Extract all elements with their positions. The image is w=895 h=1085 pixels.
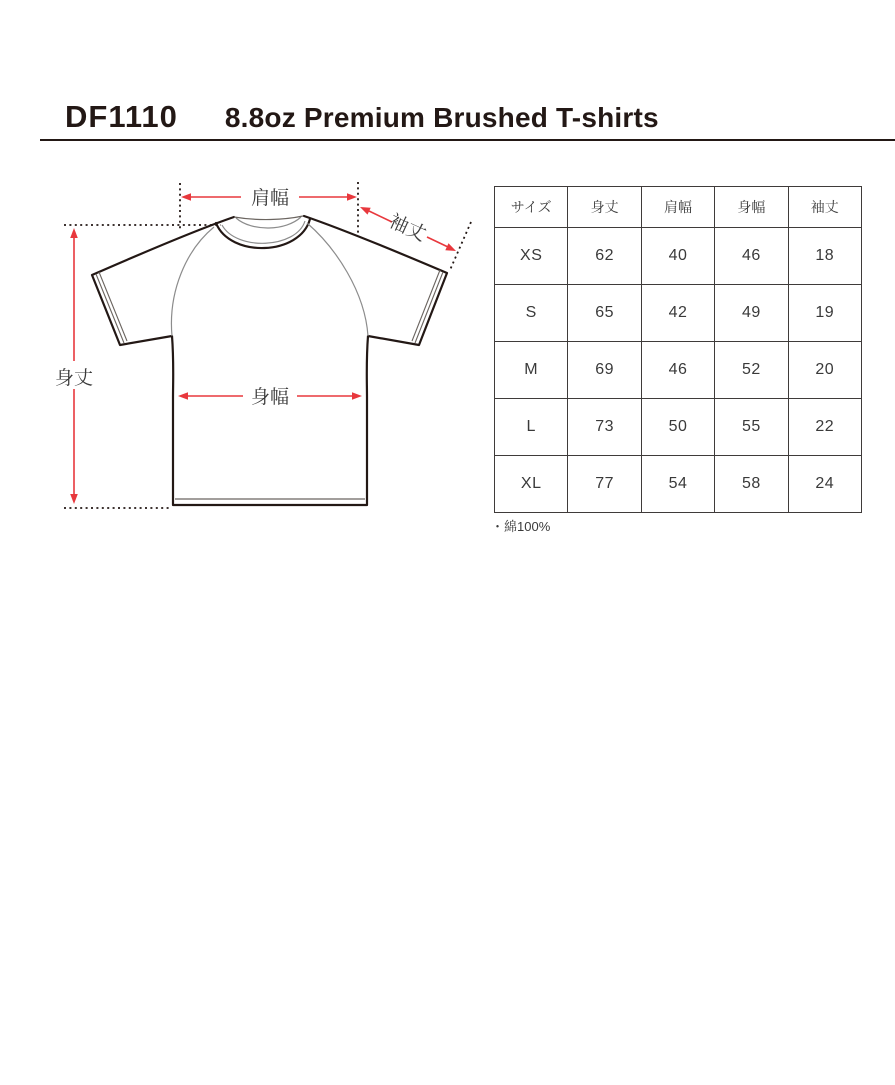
product-code: DF1110 — [65, 99, 178, 134]
col-header-sleeve-length: 袖丈 — [788, 187, 861, 228]
col-header-size: サイズ — [495, 187, 568, 228]
col-header-body-length: 身丈 — [568, 187, 641, 228]
table-row-s — [495, 285, 862, 342]
body-length-dimension — [50, 228, 98, 504]
table-row-xl — [495, 456, 862, 513]
cell-size: S — [495, 285, 568, 342]
cell-value: 55 — [715, 399, 788, 456]
cell-value: 69 — [568, 342, 641, 399]
cell-value: 24 — [788, 456, 861, 513]
cell-value: 77 — [568, 456, 641, 513]
cell-value: 49 — [715, 285, 788, 342]
shoulder-width-dimension — [181, 185, 357, 209]
tshirt-body-fill — [92, 216, 447, 505]
cell-value: 62 — [568, 228, 641, 285]
cell-size: M — [495, 342, 568, 399]
table-row-l — [495, 399, 862, 456]
cell-value: 42 — [641, 285, 714, 342]
dotted-guide-sleeve-end — [450, 222, 471, 270]
body-length-label: 身丈 — [54, 368, 94, 389]
table-row-m — [495, 342, 862, 399]
cell-value: 50 — [641, 399, 714, 456]
cell-value: 20 — [788, 342, 861, 399]
cell-value: 73 — [568, 399, 641, 456]
size-table — [494, 186, 862, 513]
col-header-shoulder-width: 肩幅 — [641, 187, 714, 228]
cell-value: 19 — [788, 285, 861, 342]
cell-value: 18 — [788, 228, 861, 285]
product-name: 8.8oz Premium Brushed T-shirts — [224, 102, 659, 133]
sleeve-length-label: 袖丈 — [385, 210, 430, 246]
size-table-header-row — [495, 187, 862, 228]
cell-value: 40 — [641, 228, 714, 285]
cell-value: 22 — [788, 399, 861, 456]
cell-value: 46 — [641, 342, 714, 399]
cell-value: 54 — [641, 456, 714, 513]
cell-value: 46 — [715, 228, 788, 285]
cell-value: 65 — [568, 285, 641, 342]
cell-value: 58 — [715, 456, 788, 513]
shoulder-width-label: 肩幅 — [250, 188, 290, 209]
cell-value: 52 — [715, 342, 788, 399]
table-row-xs — [495, 228, 862, 285]
body-width-label: 身幅 — [250, 387, 290, 408]
cell-size: L — [495, 399, 568, 456]
col-header-body-width: 身幅 — [715, 187, 788, 228]
material-footnote: ・綿100% — [491, 519, 551, 534]
cell-size: XL — [495, 456, 568, 513]
cell-size: XS — [495, 228, 568, 285]
